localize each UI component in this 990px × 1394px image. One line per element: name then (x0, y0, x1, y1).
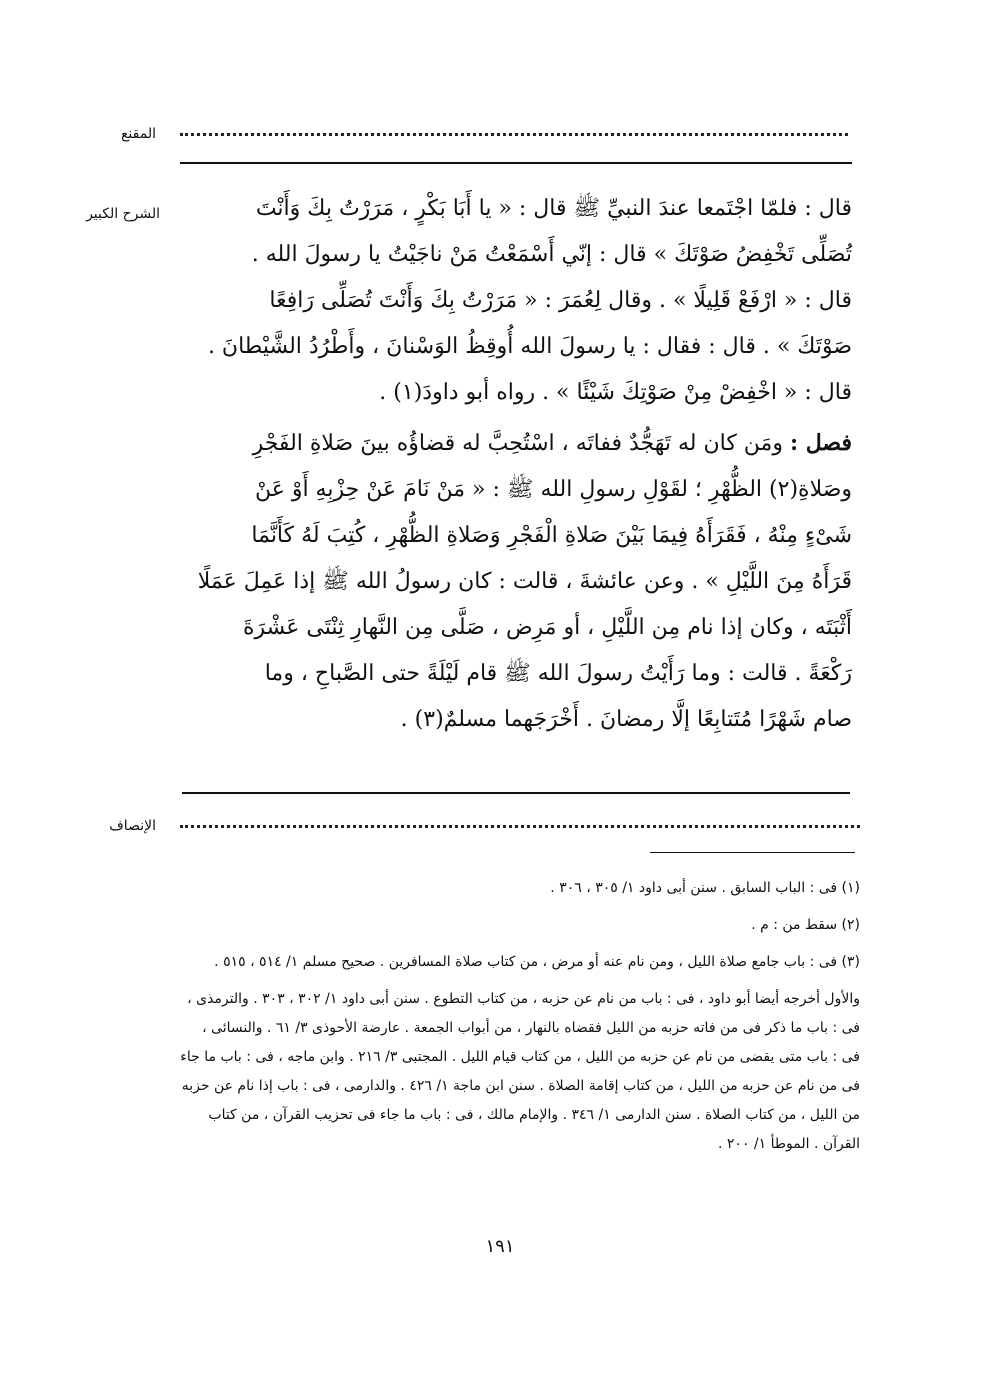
main-line-4: صَوْتَكَ » . قال : فقال : يا رسولَ الله أُوقِظُ الوَسْنانَ ، وأَطْرُدُ الشَّيْطانَ . (207, 334, 852, 359)
fasl-line-2: وصَلاةِ(٢) الظُّهْرِ ؛ لقَوْلِ رسولِ الله ﷺ : « مَنْ نَامَ عَنْ حِزْبِهِ أَوْ عَنْ (254, 477, 852, 502)
footnotes-block (180, 874, 860, 1167)
footnote-3-continued: والأول أخرجه أيضا أبو داود ، فى : باب من نام عن حزبه ، من كتاب التطوع . سنن أبى داود ١/ ٣٠٢ ، ٣٠٣ . والترمذى ، فى : باب ما ذكر فى من فاته حزبه من الليل فقضاه بالنهار ، من أبواب الجمعة . عارضة الأحوذى ٣/ ٦١ . والنسائى ، فى : باب متى يقضى من نام عن حزبه من الليل ، من كتاب قيام الليل . المجتبى ٣/ ٢١٦ . وابن ماجه ، فى : باب ما جاء فى من نام عن حزبه من الليل ، من كتاب إقامة الصلاة . سنن ابن ماجة ١/ ٤٢٦ . والدارمى ، فى : باب إذا نام عن حزبه من الليل ، من كتاب الصلاة . سنن الدارمى ١/ ٣٤٦ . والإمام مالك ، فى : باب ما جاء فى تحزيب القرآن ، من كتاب القرآن . الموطأ ١/ ٢٠٠ . (180, 991, 860, 1152)
fasl-line-1 (180, 420, 852, 467)
fasl-line-6: رَكْعَةً . قالت : وما رَأَيْتُ رسولَ الله ﷺ قام لَيْلَةً حتى الصَّباحِ ، وما (264, 661, 852, 686)
insaf-dotted-rule (180, 825, 860, 828)
main-line-2: تُصَلِّى تَخْفِضُ صَوْتَكَ » قال : إنّي أَسْمَعْتُ مَنْ ناجَيْتُ يا رسولَ الله . (251, 242, 852, 267)
footnote-1: (١) فى : الباب السابق . سنن أبى داود ١/ ٣٠٥ ، ٣٠٦ . (550, 880, 860, 896)
main-line-3: قال : « ارْفَعْ قَلِيلًا » . وقال لِعُمَرَ : « مَرَرْتُ بِكَ وَأَنْتَ تُصَلِّى رَافِعًا (269, 288, 852, 313)
insaf-label: الإنصاف (109, 818, 156, 834)
fasl-line-4: قَرَأَهُ مِنَ اللَّيْلِ » . وعن عائشةَ ، قالت : كان رسولُ الله ﷺ إذا عَمِلَ عَمَلًا (197, 569, 852, 594)
footnote-2: (٢) سقط من : م . (751, 917, 860, 933)
fasl-line-3: شَىْءٍ مِنْهُ ، فَقَرَأَهُ فِيمَا بَيْنَ صَلاةِ الْفَجْرِ وَصَلاةِ الظُّهْرِ ، كُتِبَ لَهُ كَأَنَّمَا (251, 523, 852, 548)
fasl-line-7: صام شَهْرًا مُتَتابِعًا إلَّا رمضانَ . أَخْرَجَهما مسلمٌ(٣) . (400, 707, 852, 732)
footnote-3: (٣) فى : باب جامع صلاة الليل ، ومن نام عنه أو مرض ، من كتاب صلاة المسافرين . صحيح مسلم ١/ ٥١٤ ، ٥١٥ . (214, 954, 860, 970)
main-text-block (180, 186, 852, 743)
sharh-kabir-label: الشرح الكبير (86, 206, 160, 222)
fasl-line-1-text: ومَن كان له تَهَجُّدٌ ففاتَه ، اسْتُحِبَّ له قضاؤُه بينَ صَلاةِ الفَجْرِ (252, 431, 783, 456)
main-line-1: قال : فلمّا اجْتَمعا عندَ النبيِّ ﷺ قال : « يا أَبَا بَكْرٍ ، مَرَرْتُ بِكَ وَأَنْتَ (255, 196, 852, 221)
page-number: ١٩١ (485, 1236, 515, 1257)
header-solid-rule (180, 162, 852, 164)
footnote-separator (650, 852, 855, 853)
muqni-label: المقنع (120, 126, 156, 142)
fasl-line-5: أَثْبَتَه ، وكان إذا نام مِن اللَّيْلِ ، أو مَرِض ، صَلَّى مِن النَّهارِ ثِنْتَى عَشْرَةَ (242, 615, 852, 640)
fasl-heading: فصل : (789, 430, 852, 456)
main-end-rule (182, 792, 850, 794)
main-line-5: قال : « اخْفِضْ مِنْ صَوْتِكَ شَيْئًا » . رواه أبو داودَ(١) . (379, 380, 852, 405)
header-dotted-rule (180, 133, 848, 136)
